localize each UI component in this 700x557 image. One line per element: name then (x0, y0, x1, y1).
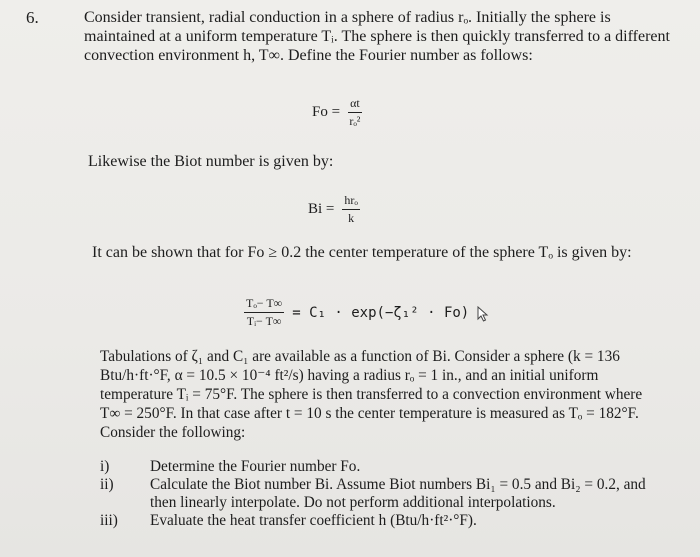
list-item-number: iii) (100, 512, 118, 529)
fourier-lhs: Fo = (312, 104, 341, 120)
list-item-text: Determine the Fourier number Fo. (150, 458, 361, 475)
list-item (100, 512, 660, 530)
center-temp-intro: It can be shown that for Fo ≥ 0.2 the center temperature of the sphere Tₒ is given by: (92, 244, 632, 261)
list-item-number: ii) (100, 476, 114, 493)
problem-paragraph: Tabulations of ζ₁ and C₁ are available as a function of Bi. Consider a sphere (k = 136 Btu/h·ft·°F, α = 10.5 × 10⁻⁴ ft²/s) having a radius rₒ = 1 in., and an initial uniform temperature Tᵢ = 75°F. The sphere is then transferred to a convection environment where T∞ = 250°F. In that case after t = 10 s the center temperature is measured as Tₒ = 182°F. Consider the following: (100, 348, 643, 441)
biot-lhs: Bi = (308, 201, 335, 217)
center-temperature-equation (240, 296, 487, 329)
fourier-fraction (348, 96, 362, 129)
biot-numerator: hrₒ (342, 193, 359, 210)
list-item-number: i) (100, 458, 110, 475)
fourier-numerator: αt (348, 96, 362, 113)
biot-denominator: k (348, 211, 355, 225)
intro-paragraph: Consider transient, radial conduction in a sphere of radius rₒ. Initially the sphere is maintained at a uniform temperature Tᵢ. The sphere is then quickly transferred to a different convection environment h, T∞. Define the Fourier number as follows: (84, 9, 670, 64)
list-item (100, 458, 660, 476)
task-list (100, 458, 660, 530)
fourier-denominator: rₒ² (349, 114, 361, 128)
temperature-ratio-numerator: Tₒ− T∞ (244, 296, 284, 313)
list-item (100, 476, 660, 512)
center-eq-rhs: = C₁ · exp(−ζ₁² · Fo) (292, 304, 470, 321)
question-number: 6. (26, 8, 39, 27)
fourier-equation (312, 96, 366, 129)
biot-fraction (342, 193, 359, 226)
list-item-text: Calculate the Biot number Bi. Assume Biot numbers Bi₁ = 0.5 and Bi₂ = 0.2, and then linearly interpolate. Do not perform additional interpolations. (150, 476, 646, 511)
mouse-pointer-icon (477, 306, 487, 320)
temperature-ratio-fraction (244, 296, 284, 329)
list-item-text: Evaluate the heat transfer coefficient h (Btu/h·ft²·°F). (150, 512, 477, 529)
biot-intro: Likewise the Biot number is given by: (88, 153, 334, 170)
temperature-ratio-denominator: Tᵢ− T∞ (246, 314, 282, 328)
biot-equation (308, 193, 364, 226)
